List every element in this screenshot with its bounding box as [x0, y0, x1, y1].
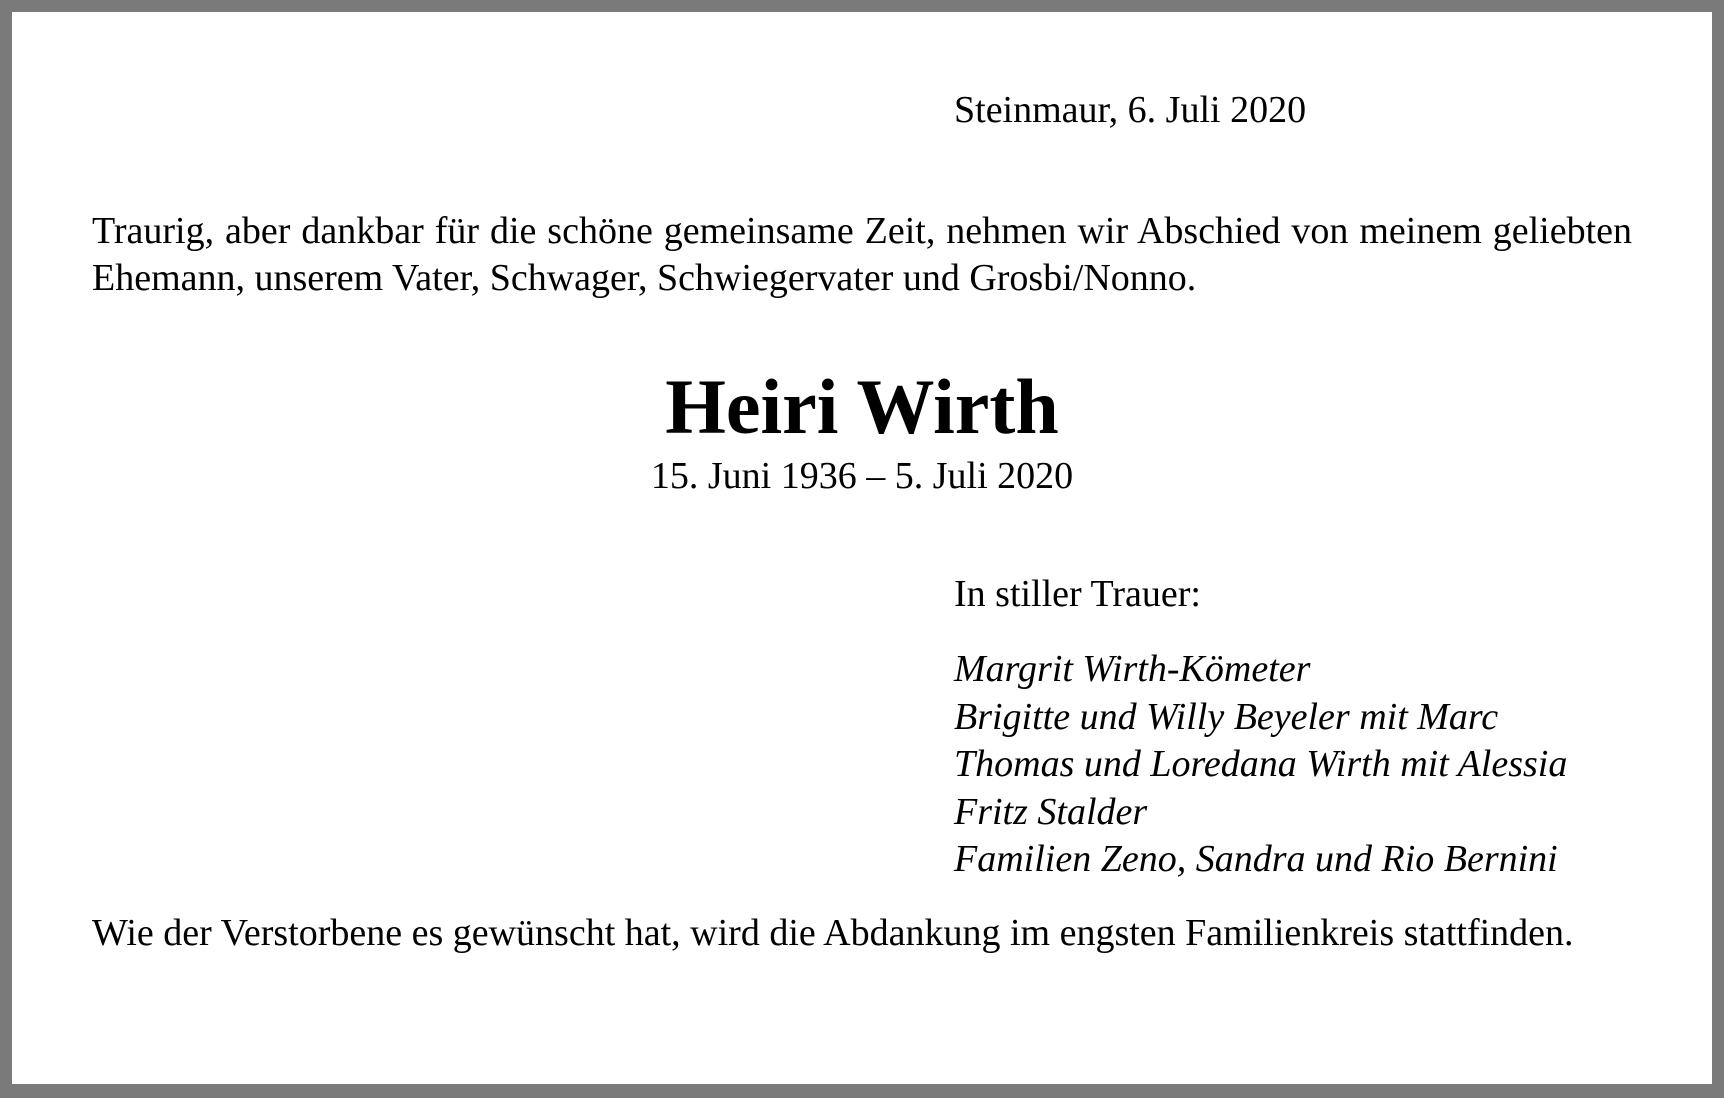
closing-paragraph: Wie der Verstorbene es gewünscht hat, wird die Abdankung im engsten Familienkreis stattfinden. — [92, 912, 1574, 954]
mourner-item: Familien Zeno, Sandra und Rio Bernini — [954, 838, 1558, 880]
mourning-label: In stiller Trauer: — [954, 573, 1201, 615]
mourner-item: Margrit Wirth-Kömeter — [954, 648, 1311, 690]
lifespan-dates: 15. Juni 1936 – 5. Juli 2020 — [650, 455, 1074, 497]
mourner-item: Fritz Stalder — [954, 790, 1148, 833]
mourner-item: Brigitte und Willy Beyeler mit Marc — [954, 695, 1499, 738]
mourners-list — [954, 646, 1567, 884]
mourner-item: Thomas und Loredana Wirth mit Alessia — [954, 743, 1568, 785]
obituary-page — [12, 12, 1712, 1084]
place-date: Steinmaur, 6. Juli 2020 — [954, 89, 1307, 131]
intro-paragraph: Traurig, aber dankbar für die schöne gemeinsame Zeit, nehmen wir Abschied von meinem geliebten Ehemann, unserem Vater, Schwager, Schwiegervater und Grosbi/Nonno. — [92, 210, 1632, 299]
deceased-name: Heiri Wirth — [665, 363, 1059, 450]
